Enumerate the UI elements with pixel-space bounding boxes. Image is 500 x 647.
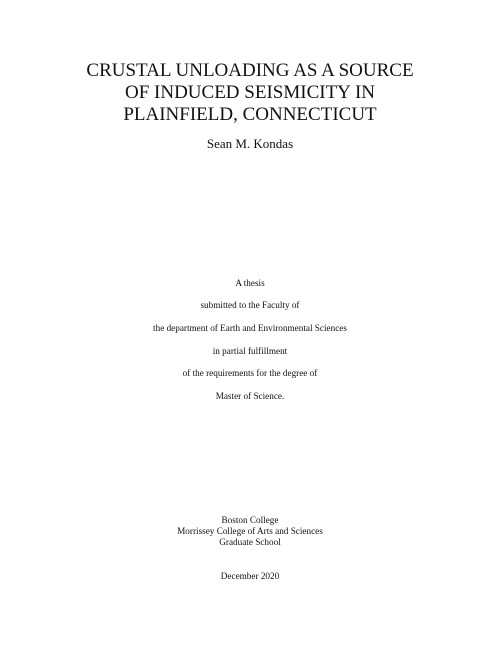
statement-line-6: Master of Science. bbox=[215, 391, 285, 401]
institution-line-3: Graduate School bbox=[219, 537, 281, 547]
title-line-2: OF INDUCED SEISMICITY IN bbox=[125, 82, 375, 103]
statement-line-1: A thesis bbox=[235, 278, 265, 288]
title-line-3: PLAINFIELD, CONNECTICUT bbox=[123, 104, 377, 125]
title-line-1: CRUSTAL UNLOADING AS A SOURCE bbox=[86, 60, 414, 81]
institution-line-2: Morrissey College of Arts and Sciences bbox=[177, 526, 323, 536]
statement-line-5: of the requirements for the degree of bbox=[182, 368, 318, 378]
statement-line-2: submitted to the Faculty of bbox=[200, 300, 300, 310]
thesis-title bbox=[0, 60, 500, 126]
statement-line-3: the department of Earth and Environmental Sciences bbox=[153, 323, 347, 333]
author-name: Sean M. Kondas bbox=[206, 136, 294, 151]
institution-line-1: Boston College bbox=[221, 515, 279, 525]
submission-date: December 2020 bbox=[220, 571, 280, 581]
statement-line-4: in partial fulfillment bbox=[212, 346, 288, 356]
